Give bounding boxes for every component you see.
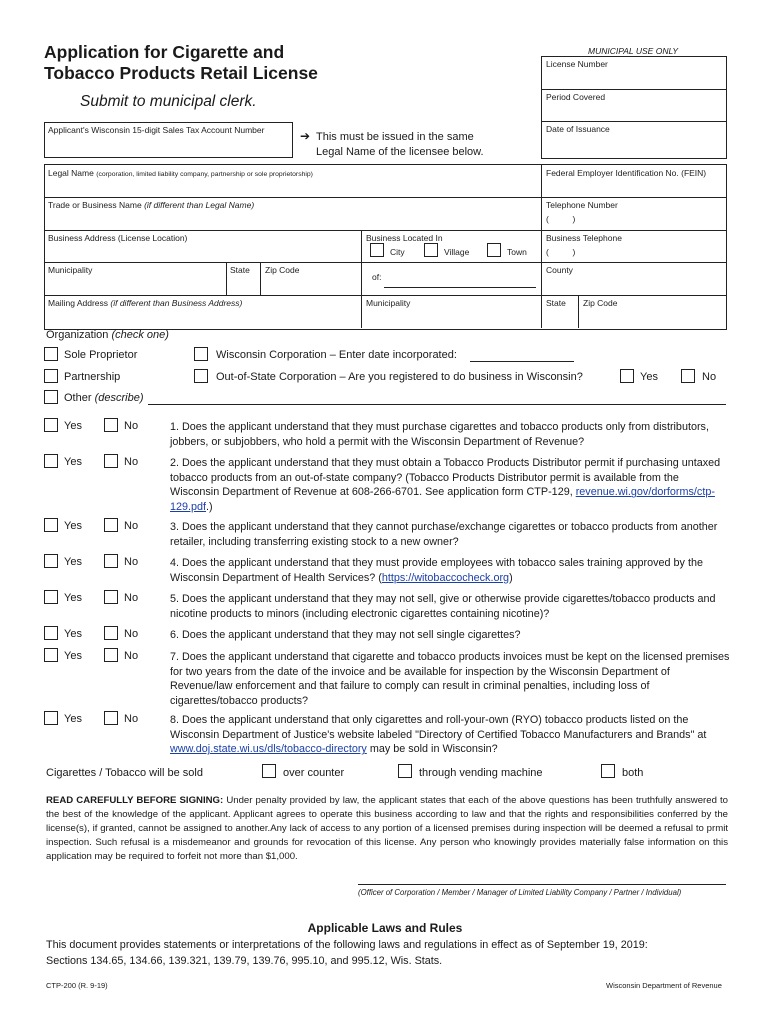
business-telephone-parens: ( ) (546, 247, 576, 257)
signing-text: Under penalty provided by law, the applicant states that each of the above questions has been truthfully answered to the best of the knowledge of the applicant. Applicant agrees to operate this business according to law and that the rights and responsibilities conferred by the license(s), if granted, cannot be assigned to another.Any lack of access to any portion of a licensed premises during inspection will be deemed a refusal to prmit inspection. Such refusal is a misdemeanor and grounds for revocation of this license. Any person who knowingly provides materially false information on this application may be required to forfeit not more than $1,000. (46, 795, 729, 863)
question-3-no-checkbox[interactable] (104, 518, 118, 532)
question-6-no-label: No (124, 628, 139, 640)
telephone-parens: ( ) (546, 214, 576, 224)
question-7-yes-checkbox[interactable] (44, 648, 58, 662)
town-checkbox[interactable] (487, 243, 501, 257)
signature-line[interactable] (358, 884, 726, 885)
question-7-no-checkbox[interactable] (104, 648, 118, 662)
question-6-text-main: 6. Does the applicant understand that they may not sell single cigarettes? (170, 629, 521, 641)
business-telephone-label: Business Telephone (546, 233, 622, 243)
question-1-text-main: 1. Does the applicant understand that they must purchase cigarettes and tobacco products only from distributors, jobbers, or subjobbers, who hold a permit with the Wisconsin Department of Revenue? (170, 421, 709, 448)
trade-name-text: Trade or Business Name (48, 200, 142, 210)
question-1-no-label: No (124, 420, 139, 432)
of-label: of: (372, 272, 382, 282)
question-5-no-label: No (124, 592, 139, 604)
vending-checkbox[interactable] (398, 764, 412, 778)
laws-line-1: This document provides statements or interpretations of the following laws and regulations in effect as of September 19, 2019: (46, 939, 648, 951)
organization-hint: (check one) (111, 329, 169, 341)
sold-label: Cigarettes / Tobacco will be sold (46, 767, 203, 779)
wi-corporation-checkbox[interactable] (194, 347, 208, 361)
partnership-label: Partnership (64, 371, 121, 383)
both-label: both (622, 767, 644, 779)
question-3-text (170, 520, 730, 549)
question-4-no-label: No (124, 556, 139, 568)
organization-text: Organization (46, 329, 109, 341)
laws-line-2: Sections 134.65, 134.66, 139.321, 139.79, 139.76, 995.10, and 995.12, Wis. Stats. (46, 955, 443, 967)
city-label: City (390, 247, 405, 257)
sole-proprietor-checkbox[interactable] (44, 347, 58, 361)
question-2-yes-label: Yes (64, 456, 82, 468)
mailing-address-text: Mailing Address (48, 298, 109, 308)
laws-heading: Applicable Laws and Rules (307, 921, 463, 935)
registered-yes-label: Yes (640, 371, 658, 383)
oos-corporation-checkbox[interactable] (194, 369, 208, 383)
question-6-yes-label: Yes (64, 628, 82, 640)
trade-name-label (48, 200, 254, 210)
other-text: Other (64, 392, 92, 404)
form-id: CTP-200 (R. 9-19) (46, 981, 108, 990)
question-8-text-main: 8. Does the applicant understand that only cigarettes and roll-your-own (RYO) tobacco products listed on the Wisconsin Department of Justice's website labeled "Directory of Certified Tobacco Manufacturers and Brands" at (170, 714, 707, 741)
other-hint: (describe) (94, 392, 144, 404)
fein-label: Federal Employer Identification No. (FEIN) (546, 168, 707, 178)
mailing-address-label (48, 298, 242, 308)
legal-name-text: Legal Name (48, 168, 94, 178)
question-2-text-main: 2. Does the applicant understand that they must obtain a Tobacco Products Distributor permit if purchasing untaxed tobacco products from an out-of-state company? (Tobacco Products Distributor permit is available from the Wisconsin Department of Revenue at 608-266-6701. See application form CTP-129, (170, 457, 721, 499)
legal-name-hint: (corporation, limited liability company, partnership or sole proprietorship) (96, 171, 313, 178)
question-8-link[interactable]: www.doj.state.wi.us/dls/tobacco-directory (170, 743, 367, 756)
registered-no-label: No (702, 371, 717, 383)
question-6-text (170, 628, 730, 643)
question-2-text (170, 456, 730, 515)
village-label: Village (444, 247, 470, 257)
question-2-no-label: No (124, 456, 139, 468)
question-5-text (170, 592, 730, 621)
question-5-text-main: 5. Does the applicant understand that they may not sell, give or otherwise provide cigarettes/tobacco products and nicotine products to minors (including electronic cigarettes containing nicotine)? (170, 593, 716, 620)
question-5-yes-label: Yes (64, 592, 82, 604)
tax-account-label: Applicant's Wisconsin 15-digit Sales Tax Account Number (48, 125, 265, 135)
question-3-yes-label: Yes (64, 520, 82, 532)
question-2-text-end: .) (206, 501, 213, 514)
of-line[interactable] (384, 287, 536, 288)
wi-corporation-label: Wisconsin Corporation – Enter date incorporated: (216, 349, 457, 361)
question-2-yes-checkbox[interactable] (44, 454, 58, 468)
both-checkbox[interactable] (601, 764, 615, 778)
other-checkbox[interactable] (44, 390, 58, 404)
legal-name-label (48, 168, 313, 178)
question-7-text-main: 7. Does the applicant understand that cigarette and tobacco products invoices must be kept on the licensed premises for two years from the date of the invoice and be available for inspection by the Wisconsin Department of Revenue/law enforcement and that failure to comply can result in criminal penalties, including loss of cigarettes/tobacco products? (170, 651, 730, 708)
signing-bold: READ CAREFULLY BEFORE SIGNING: (46, 795, 224, 806)
zip-label: Zip Code (265, 265, 300, 275)
municipal-use-label: MUNICIPAL USE ONLY (588, 46, 679, 56)
question-7-text (170, 650, 730, 709)
question-3-yes-checkbox[interactable] (44, 518, 58, 532)
question-8-yes-checkbox[interactable] (44, 711, 58, 725)
question-4-no-checkbox[interactable] (104, 554, 118, 568)
question-8-no-label: No (124, 713, 139, 725)
question-8-text-end: may be sold in Wisconsin? (366, 743, 498, 756)
zip2-label: Zip Code (583, 298, 618, 308)
organization-label (46, 329, 169, 341)
municipality-label: Municipality (48, 265, 93, 275)
registered-yes-checkbox[interactable] (620, 369, 634, 383)
submit-instruction: Submit to municipal clerk. (80, 93, 257, 110)
date-incorporated-line[interactable] (470, 361, 574, 362)
license-number-label: License Number (546, 59, 608, 69)
municipal-use-box (541, 56, 727, 159)
question-5-yes-checkbox[interactable] (44, 590, 58, 604)
question-4-text (170, 556, 730, 585)
question-8-yes-label: Yes (64, 713, 82, 725)
period-covered-label: Period Covered (546, 92, 606, 102)
county-label: County (546, 265, 573, 275)
signing-statement (46, 794, 728, 864)
question-5-no-checkbox[interactable] (104, 590, 118, 604)
state-label: State (230, 265, 250, 275)
village-checkbox[interactable] (424, 243, 438, 257)
question-4-yes-label: Yes (64, 556, 82, 568)
question-4-link[interactable]: https://witobaccocheck.org (381, 571, 510, 584)
date-of-issuance-label: Date of Issuance (546, 124, 610, 134)
arrow-note-line-2: Legal Name of the licensee below. (316, 146, 484, 158)
other-label (64, 392, 143, 404)
state2-label: State (546, 298, 566, 308)
title-line-1: Application for Cigarette and (44, 42, 285, 62)
signature-caption: (Officer of Corporation / Member / Manager of Limited Liability Company / Partner / Individual) (358, 888, 682, 897)
trade-name-hint: (if different than Legal Name) (144, 200, 255, 210)
over-counter-label: over counter (283, 767, 345, 779)
mailing-hint: (if different than Business Address) (110, 298, 243, 308)
arrow-left-icon: ➔ (300, 129, 311, 143)
question-6-no-checkbox[interactable] (104, 626, 118, 640)
arrow-note-line-1: This must be issued in the same (316, 131, 474, 143)
sole-proprietor-label: Sole Proprietor (64, 349, 138, 361)
question-1-no-checkbox[interactable] (104, 418, 118, 432)
question-8-text (170, 713, 730, 757)
title-line-2: Tobacco Products Retail License (44, 63, 318, 83)
business-located-in-label: Business Located In (366, 233, 443, 243)
question-3-text-main: 3. Does the applicant understand that they cannot purchase/exchange cigarettes or tobacco products from another retailer, including transferring existing stock to a new owner? (170, 521, 718, 548)
business-address-label: Business Address (License Location) (48, 233, 188, 243)
registered-no-checkbox[interactable] (681, 369, 695, 383)
vending-label: through vending machine (419, 767, 543, 779)
arrow-note (316, 130, 484, 160)
question-6-yes-checkbox[interactable] (44, 626, 58, 640)
telephone-label: Telephone Number (546, 200, 618, 210)
question-2-link[interactable]: revenue.wi.gov/dorforms/ctp-129.pdf (170, 486, 715, 514)
municipality2-label: Municipality (366, 298, 411, 308)
question-1-text (170, 420, 730, 449)
question-4-yes-checkbox[interactable] (44, 554, 58, 568)
question-7-no-label: No (124, 650, 139, 662)
city-checkbox[interactable] (370, 243, 384, 257)
agency-name: Wisconsin Department of Revenue (606, 981, 722, 990)
question-4-text-end: ) (509, 571, 513, 584)
question-4-text-main: 4. Does the applicant understand that they must provide employees with tobacco sales training approved by the Wisconsin Department of Health Services? ( (170, 557, 703, 584)
partnership-checkbox[interactable] (44, 369, 58, 383)
other-describe-line[interactable] (148, 404, 726, 405)
form-title (44, 42, 318, 84)
question-8-no-checkbox[interactable] (104, 711, 118, 725)
question-1-yes-label: Yes (64, 420, 82, 432)
question-1-yes-checkbox[interactable] (44, 418, 58, 432)
question-2-no-checkbox[interactable] (104, 454, 118, 468)
town-label: Town (507, 247, 527, 257)
oos-corporation-label: Out-of-State Corporation – Are you registered to do business in Wisconsin? (216, 371, 583, 383)
question-7-yes-label: Yes (64, 650, 82, 662)
question-3-no-label: No (124, 520, 139, 532)
over-counter-checkbox[interactable] (262, 764, 276, 778)
